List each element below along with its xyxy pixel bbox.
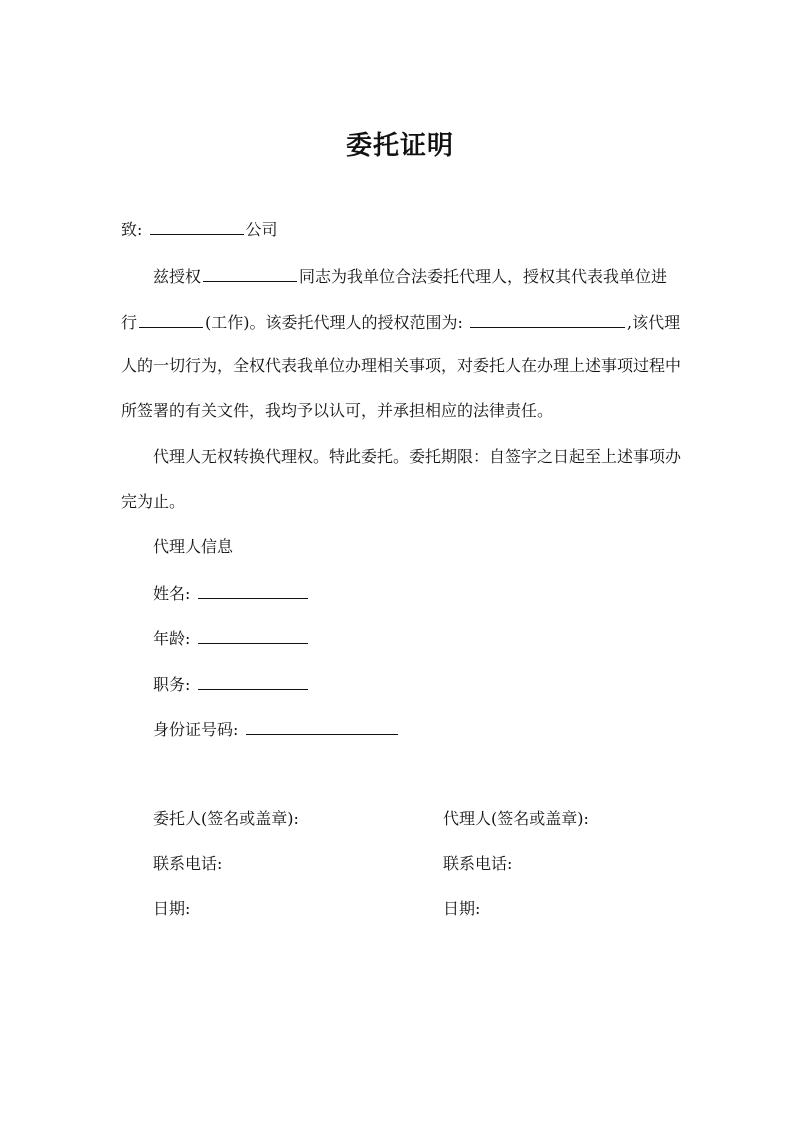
agent-name-blank: [203, 265, 297, 282]
addressee-line: [121, 218, 278, 241]
id-label: 身份证号码:: [153, 720, 239, 739]
age-label: 年龄:: [153, 629, 191, 648]
paragraph1-text-c: (工作)。该委托代理人的授权范围为:: [205, 313, 463, 332]
paragraph1-line3: 人的一切行为，全权代表我单位办理相关事项，对委托人在办理上述事项过程中: [121, 356, 682, 375]
agent-age-row: [153, 627, 310, 650]
paragraph1-line1: [153, 265, 667, 288]
agent-date: 日期:: [443, 899, 481, 918]
position-label: 职务:: [153, 675, 191, 694]
document-title: 委托证明: [345, 131, 454, 161]
paragraph2-line2: 完为止。: [121, 492, 186, 511]
to-prefix: 致:: [121, 220, 143, 239]
agent-position-row: [153, 673, 310, 696]
principal-sign: 委托人(签名或盖章):: [153, 809, 299, 828]
agent-id-row: [153, 718, 400, 741]
paragraph1-line2: [121, 311, 680, 334]
paragraph1-text-a: 同志为我单位合法委托代理人，授权其代表我单位进: [299, 267, 668, 286]
to-suffix: 公司: [245, 220, 278, 239]
company-blank: [150, 218, 244, 235]
agent-sign: 代理人(签名或盖章):: [443, 809, 589, 828]
name-blank: [198, 582, 308, 599]
authorize-text: 兹授权: [153, 267, 202, 286]
position-blank: [198, 673, 308, 690]
agent-name-row: [153, 582, 310, 605]
age-blank: [198, 627, 308, 644]
paragraph2-line1: 代理人无权转换代理权。特此委托。委托期限：自签字之日起至上述事项办: [153, 447, 682, 466]
agent-phone: 联系电话:: [443, 854, 513, 873]
scope-blank: [470, 311, 625, 328]
paragraph1-text-b: 行: [121, 313, 138, 332]
principal-phone: 联系电话:: [153, 854, 223, 873]
principal-date: 日期:: [153, 899, 191, 918]
paragraph1-text-d: ,该代理: [627, 313, 681, 332]
name-label: 姓名:: [153, 584, 191, 603]
agent-info-heading: 代理人信息: [153, 537, 234, 556]
id-blank: [246, 718, 398, 735]
work-blank: [139, 311, 203, 328]
paragraph1-line4: 所签署的有关文件，我均予以认可，并承担相应的法律责任。: [121, 401, 554, 420]
